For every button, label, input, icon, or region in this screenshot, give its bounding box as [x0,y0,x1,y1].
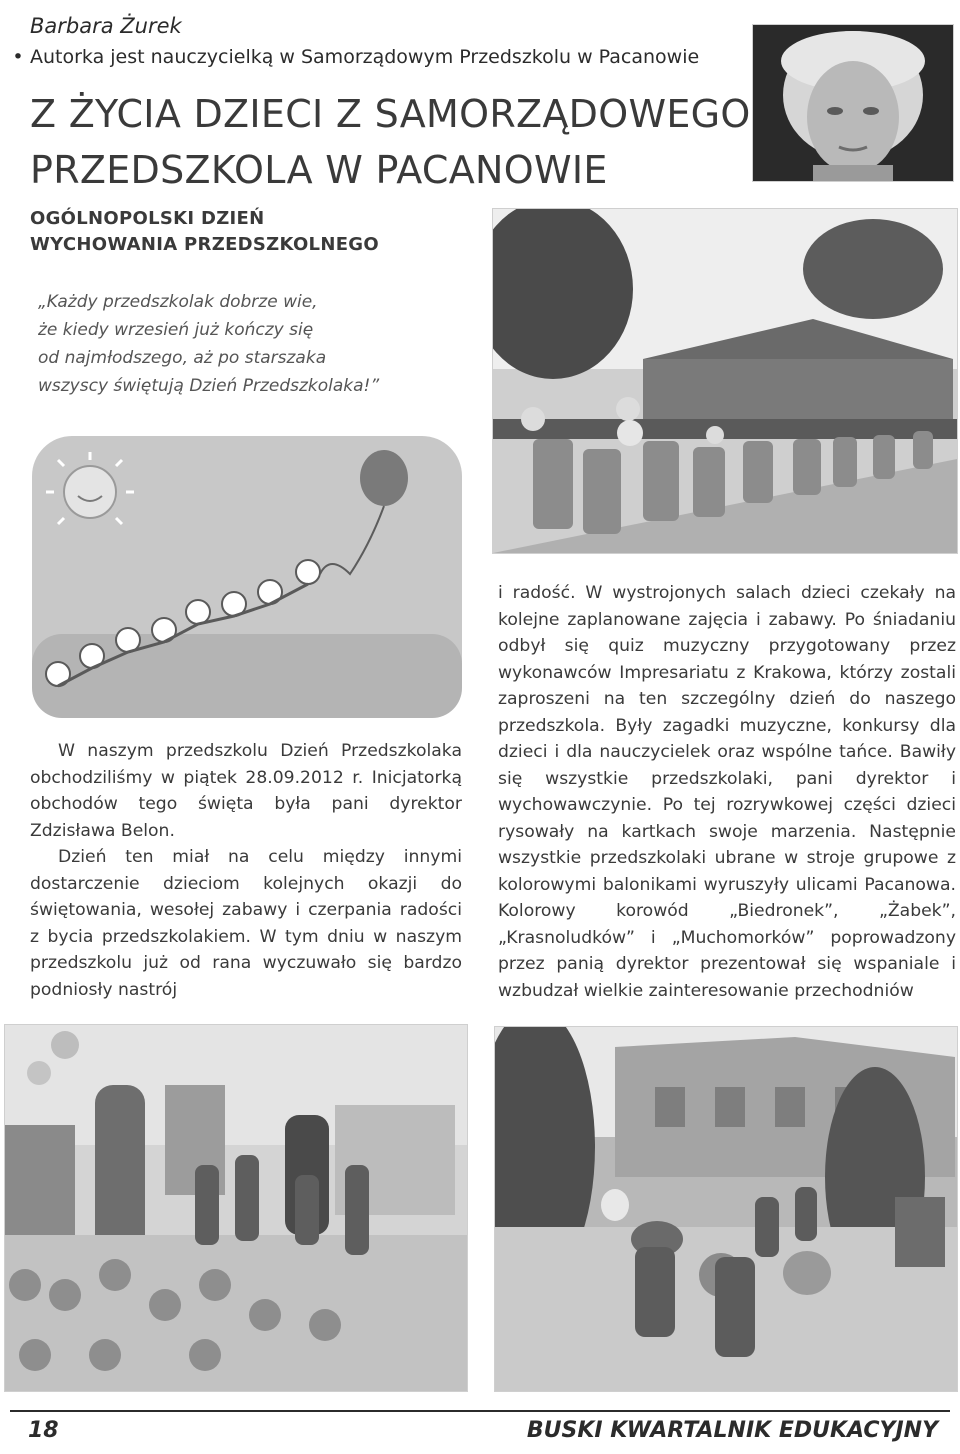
garden-parade-photo [494,1026,958,1392]
poem [38,288,379,400]
poem-line: że kiedy wrzesień już kończy się [38,320,314,340]
article-title-line1: Z ŻYCIA DZIECI Z SAMORZĄDOWEGO [30,92,751,136]
author-note [6,46,699,68]
section-heading [30,206,379,258]
section-heading-line1: OGÓLNOPOLSKI DZIEŃ [30,208,265,229]
author-note-text: Autorka jest nauczycielką w Samorządowym Przedszkolu w Pacanowie [30,46,700,68]
right-column [498,580,956,1004]
left-column [30,738,462,1003]
paragraph: W naszym przedszkolu Dzień Przedszkolaka obchodziliśmy w piątek 28.09.2012 r. Inicjatorką obchodów tego święta była pani dyrektor Zdzisława Belon. [30,741,462,841]
paragraph: i radość. W wystrojonych salach dzieci czekały na kolejne zaplanowane zajęcia i zabawy. Po śniadaniu odbył się quiz muzyczny przygotowany przez wykonawców Impresariatu z Krakowa, którzy zostali zaproszeni na ten szczególny dzień do naszego przedszkola. Były zagadki muzyczne, konkursy dla dzieci i dla nauczycielek oraz wspólne tańce. Bawiły się wszystkie przedszkolaki, pani dyrektor i wychowawczynie. Po tej rozrywkowej części dzieci rysowały na kartkach swoje marzenia. Następnie wszystkie przedszkolaki ubrane w stroje grupowe z kolorowymi balonikami wyruszyły ulicami Pacanowa. Kolorowy korowód „Biedronek”, „Żabek”, „Krasnoludków” i „Muchomorków” poprowadzony przez panią dyrektor prezentował się wspaniale i wzbudzał wielkie zainteresowanie przechodniów [498,583,956,1001]
parade-street-photo [492,208,958,554]
article-title [30,86,750,198]
bullet-icon: • [12,46,24,68]
article-title-line2: PRZEDSZKOLA W PACANOWIE [30,148,608,192]
page-number: 18 [28,1418,59,1443]
section-heading-line2: WYCHOWANIA PRZEDSZKOLNEGO [30,234,379,255]
children-balloon-illustration [30,434,464,720]
author-portrait [752,24,954,182]
journal-title: BUSKI KWARTALNIK EDUKACYJNY [526,1418,938,1443]
author-name: Barbara Żurek [30,14,182,38]
paragraph: Dzień ten miał na celu między innymi dostarczenie dzieciom kolejnych okazji do świętowania, wesołej zabawy i czerpania radości z bycia przedszkolakiem. W tym dniu w naszym przedszkolu już od rana wyczuwało się bardzo podniosły nastrój [30,847,462,1000]
classroom-quiz-photo [4,1024,468,1392]
poem-line: od najmłodszego, aż po starszaka [38,348,327,368]
poem-line: wszyscy świętują Dzień Przedszkolaka!” [38,376,380,396]
poem-line: „Każdy przedszkolak dobrze wie, [38,292,318,312]
